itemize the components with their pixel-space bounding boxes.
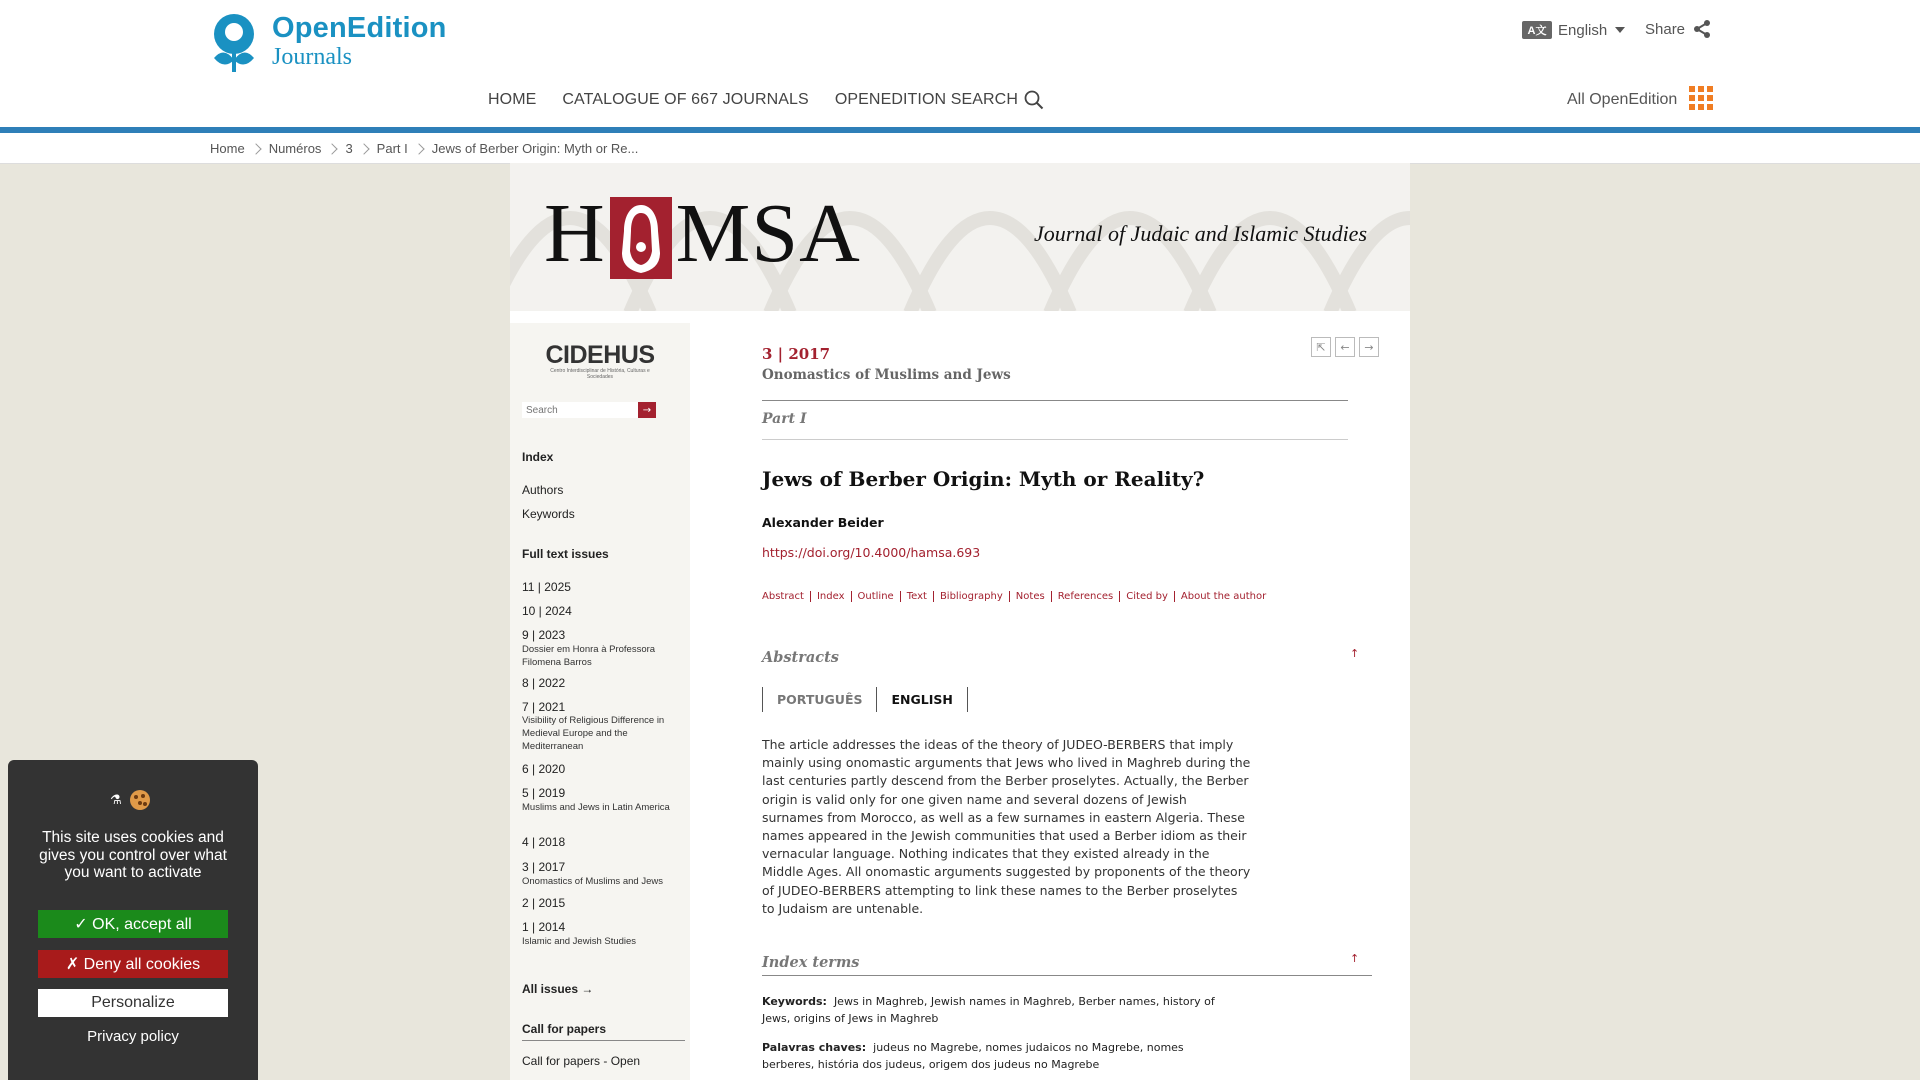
back-to-top-icon[interactable]: ↑ <box>1350 952 1360 965</box>
chevron-right-icon <box>327 143 338 154</box>
divider <box>762 975 1372 976</box>
palavras-values[interactable]: judeus no Magrebe, nomes judaicos no Magrebe, nomes berberes, história dos judeus, origem dos judeus no Magrebe <box>762 1041 1184 1071</box>
breadcrumb-numeros[interactable]: Numéros <box>268 141 322 156</box>
tab-about-author[interactable]: About the author <box>1174 591 1272 602</box>
sidebar-issue-4[interactable]: 4 | 2018 <box>522 835 566 849</box>
up-to-issue-icon[interactable]: ⇱ <box>1311 337 1331 357</box>
journal-subtitle: Journal of Judaic and Islamic Studies <box>1034 221 1368 246</box>
logo-h: H <box>544 187 606 280</box>
sidebar-issue-1-desc: Islamic and Jewish Studies <box>522 936 637 947</box>
chevron-right-icon <box>358 143 369 154</box>
tab-english[interactable]: ENGLISH <box>876 687 967 712</box>
share-label: Share <box>1645 20 1686 38</box>
openedition-logo[interactable] <box>208 12 448 78</box>
tab-portugues[interactable]: PORTUGUÊS <box>762 687 876 712</box>
keywords-label: Keywords: <box>762 995 827 1008</box>
article-author[interactable]: Alexander Beider <box>762 515 884 530</box>
sidebar-issue-9-desc: Dossier em Honra à Professora Filomena Barros <box>522 644 656 668</box>
sidebar-issue-3-desc: Onomastics of Muslims and Jews <box>522 876 663 887</box>
breadcrumb-current: Jews of Berber Origin: Myth or Re... <box>431 141 639 156</box>
main-nav <box>488 90 1044 110</box>
cidehus-tagline: Centro Interdisciplinar de História, Culturas e Sociedades <box>550 368 650 380</box>
search-icon <box>1024 90 1044 110</box>
sidebar-cfp-heading: Call for papers <box>522 1022 607 1036</box>
cookie-icon <box>130 790 150 810</box>
nav-search[interactable] <box>835 90 1044 110</box>
abstracts-heading: Abstracts <box>762 649 839 666</box>
translate-icon: A文 <box>1522 21 1552 39</box>
index-terms-heading: Index terms <box>762 954 860 971</box>
share-button[interactable] <box>1645 20 1711 38</box>
brand-sub: Journals <box>272 44 352 70</box>
tab-cited-by[interactable]: Cited by <box>1119 591 1174 602</box>
personalize-button[interactable]: Personalize <box>38 989 228 1017</box>
breadcrumb-home[interactable]: Home <box>210 141 245 156</box>
search-submit-arrow-icon[interactable]: → <box>638 402 656 418</box>
sidebar-all-issues[interactable]: All issues → <box>522 982 594 996</box>
previous-arrow-icon[interactable]: ← <box>1335 337 1355 357</box>
sidebar-search-input[interactable] <box>522 402 640 418</box>
journal-logo <box>544 185 861 282</box>
cookie-consent-panel <box>8 760 258 1080</box>
chevron-right-icon <box>250 143 261 154</box>
article-doi[interactable]: https://doi.org/10.4000/hamsa.693 <box>762 545 981 560</box>
sidebar-divider <box>522 1040 685 1041</box>
article-part: Part I <box>762 411 807 427</box>
breadcrumb <box>210 141 638 156</box>
nav-home[interactable]: HOME <box>488 91 537 108</box>
divider <box>762 400 1348 401</box>
nav-search-label: OPENEDITION SEARCH <box>834 91 1018 108</box>
all-openedition[interactable] <box>1567 90 1713 110</box>
chevron-down-icon <box>1615 27 1625 33</box>
sidebar-issue-7-desc: Visibility of Religious Difference in Medieval Europe and the Mediterranean <box>522 715 665 752</box>
article-nav <box>1311 337 1379 357</box>
cookie-icon-group <box>110 790 150 810</box>
sidebar-issue-6[interactable]: 6 | 2020 <box>522 762 566 776</box>
hamsa-hand-icon <box>610 197 672 279</box>
next-arrow-icon[interactable]: → <box>1359 337 1379 357</box>
brand-name: OpenEdition <box>272 12 447 44</box>
article-section-tabs <box>762 591 1272 602</box>
journal-sidebar <box>510 323 690 1080</box>
sidebar-index-heading: Index <box>522 450 554 464</box>
language-label: English <box>1558 21 1608 39</box>
issue-number[interactable]: 3 | 2017 <box>762 345 831 363</box>
nav-catalogue[interactable]: CATALOGUE OF 667 JOURNALS <box>562 91 809 108</box>
palavras-label: Palavras chaves: <box>762 1041 867 1054</box>
apps-grid-icon <box>1689 86 1713 110</box>
tab-outline[interactable]: Outline <box>851 591 900 602</box>
cidehus-logo[interactable] <box>540 341 660 380</box>
keywords-values[interactable]: Jews in Maghreb, Jewish names in Maghreb, Berber names, history of Jews, origins of Jews in Maghreb <box>762 995 1215 1025</box>
abstract-language-tabs <box>762 687 968 712</box>
sidebar-issue-10[interactable]: 10 | 2024 <box>522 604 572 618</box>
keywords-row <box>762 993 1232 1027</box>
divider <box>762 439 1348 440</box>
tab-text[interactable]: Text <box>900 591 933 602</box>
back-to-top-icon[interactable]: ↑ <box>1350 647 1360 660</box>
sidebar-issue-7[interactable]: 7 | 2021 <box>522 700 566 714</box>
sidebar-keywords[interactable]: Keywords <box>522 507 575 521</box>
sidebar-issue-9[interactable]: 9 | 2023 <box>522 628 566 642</box>
sidebar-issues-heading: Full text issues <box>522 547 609 561</box>
sidebar-issue-8[interactable]: 8 | 2022 <box>522 676 566 690</box>
sidebar-issue-11[interactable]: 11 | 2025 <box>522 580 571 594</box>
site-header <box>0 0 1920 127</box>
cookie-message: This site uses cookies and gives you control over what you want to activate <box>39 829 227 881</box>
breadcrumb-bar <box>0 133 1920 164</box>
journal-banner[interactable] <box>510 163 1410 311</box>
journal-page <box>510 163 1410 1080</box>
issue-title: Onomastics of Muslims and Jews <box>762 367 1011 383</box>
article-title: Jews of Berber Origin: Myth or Reality? <box>762 467 1205 491</box>
tab-bibliography[interactable]: Bibliography <box>933 591 1009 602</box>
deny-all-button[interactable]: ✗ Deny all cookies <box>38 950 228 978</box>
sidebar-issue-5-desc: Muslims and Jews in Latin America <box>522 802 670 813</box>
accept-all-button[interactable]: ✓ OK, accept all <box>38 910 228 938</box>
tab-abstract[interactable]: Abstract <box>762 591 804 602</box>
tab-notes[interactable]: Notes <box>1009 591 1051 602</box>
sidebar-issue-2[interactable]: 2 | 2015 <box>522 896 566 910</box>
chevron-right-icon <box>413 143 424 154</box>
cookie-small-icon: ⚗ <box>110 792 122 808</box>
sidebar-issue-5[interactable]: 5 | 2019 <box>522 786 566 800</box>
tab-references[interactable]: References <box>1051 591 1120 602</box>
breadcrumb-issue[interactable]: 3 <box>345 141 353 156</box>
share-icon <box>1693 20 1711 38</box>
language-selector[interactable] <box>1522 20 1625 40</box>
sidebar-authors[interactable]: Authors <box>522 483 564 497</box>
abstract-text: The article addresses the ideas of the theory of JUDEO-BERBERS that imply mainly using onomastic arguments that Jews who lived in Maghreb during the last centuries partly descend from the Berber proselytes. Actually, the Berber origin is valid only for one given name and several dozens of Jewish surnames from Morocco, as well as a few surnames in eastern Algeria. These names appeared in the Jewish communities that used a Berber idiom as their vernacular language. Nothing indicates that they existed already in the Middle Ages. All onomastic arguments suggested by proponents of the theory of JUDEO-BERBERS attempting to link these names to the Berber proselytes to Judaism are untenable. <box>762 737 1251 916</box>
sidebar-issue-1[interactable]: 1 | 2014 <box>522 920 566 934</box>
palavras-row <box>762 1039 1232 1073</box>
tab-index[interactable]: Index <box>810 591 851 602</box>
openedition-flower-icon <box>208 12 264 74</box>
all-openedition-label: All OpenEdition <box>1567 91 1678 108</box>
logo-msa: MSA <box>675 187 861 280</box>
sidebar-issue-3[interactable]: 3 | 2017 <box>522 860 566 874</box>
breadcrumb-part[interactable]: Part I <box>376 141 408 156</box>
privacy-policy-link[interactable]: Privacy policy <box>87 1028 179 1045</box>
sidebar-cfp-link[interactable]: Call for papers - Open <box>522 1054 641 1068</box>
cidehus-wordmark: CIDEHUS <box>545 341 655 369</box>
